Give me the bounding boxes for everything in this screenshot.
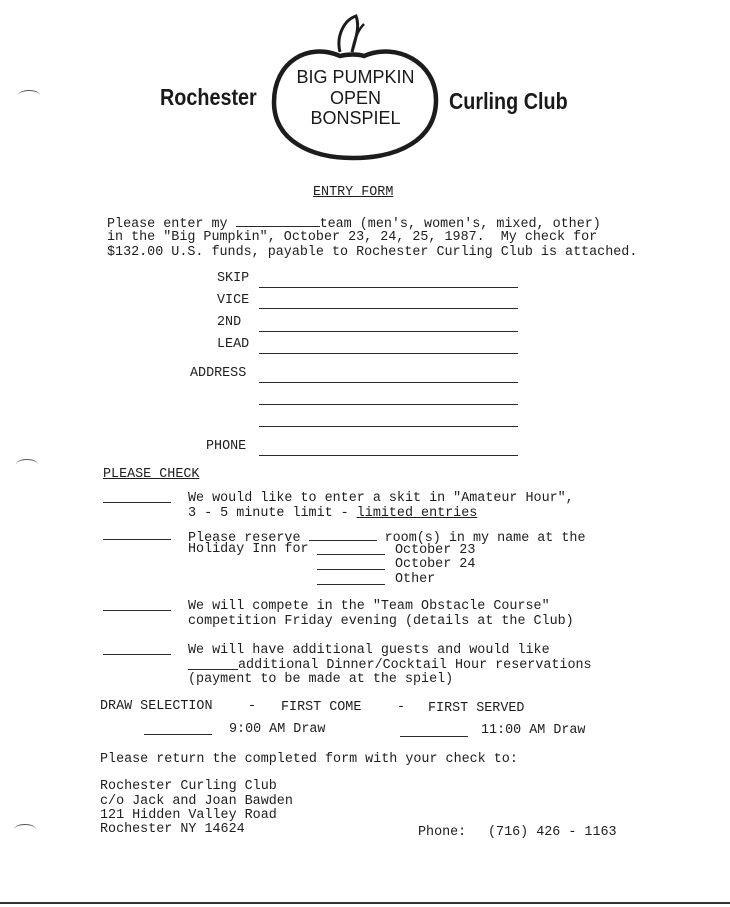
hotel-choice-oct-24: October 24 [395,557,476,572]
club-address-line-1: Rochester Curling Club [100,779,277,794]
form-title: ENTRY FORM [313,185,394,200]
draw-dash-1: - [248,699,257,714]
guests-line-1: We will have additional guests and would like [188,643,550,658]
other-date-blank[interactable] [317,584,385,585]
vice-label: VICE [217,293,250,308]
logo-line-1: BIG PUMPKIN [296,67,415,87]
draw-selection-label: DRAW SELECTION [100,699,213,714]
lead-input-line[interactable] [259,353,518,354]
address-label: ADDRESS [190,366,247,381]
hotel-checkbox-line[interactable] [103,539,171,540]
header-rochester: Rochester [160,84,257,110]
hotel-reserve-text: Please reserve [188,531,309,546]
club-address-line-4: Rochester NY 14624 [100,822,245,837]
guests-line-2: additional Dinner/Cocktail Hour reservations [238,658,592,673]
address-input-line-1[interactable] [259,382,518,383]
team-type-blank[interactable] [236,214,320,227]
phone-input-line[interactable] [259,455,518,456]
draw-dash-2: - [397,700,406,715]
draw-11am-label: 11:00 AM Draw [481,723,586,738]
obstacle-line-2: competition Friday evening (details at the Club) [188,614,574,629]
club-phone-label: Phone: [418,825,467,840]
page-bottom-edge [0,902,730,904]
intro-line-1-end: team (men's, women's, mixed, other) [319,217,601,232]
punch-hole-mark-middle [16,459,38,470]
obstacle-line-1: We will compete in the "Team Obstacle Course" [188,599,550,614]
hotel-line-2: Holiday Inn for [188,542,309,557]
hotel-choice-oct-23: October 23 [395,543,476,558]
club-address-line-2: c/o Jack and Joan Bawden [100,794,293,809]
limited-entries-text: limited entries [356,506,478,521]
guest-count-blank[interactable] [188,669,238,670]
second-input-line[interactable] [259,331,518,332]
skit-line-2 [188,506,477,521]
october-23-blank[interactable] [317,554,385,555]
room-count-blank[interactable] [309,528,377,541]
second-label: 2ND [217,315,242,330]
vice-input-line[interactable] [259,308,518,309]
skip-input-line[interactable] [259,287,518,288]
intro-line-2: in the "Big Pumpkin", October 23, 24, 25, 1987. My check for [107,230,598,245]
skit-limit-text: 3 - 5 minute limit - [188,506,357,521]
draw-9am-checkbox-line[interactable] [144,734,212,735]
please-check-heading: PLEASE CHECK [103,467,200,482]
pumpkin-logo [268,12,443,162]
lead-label: LEAD [217,337,250,352]
first-served-label: FIRST SERVED [428,701,525,716]
logo-line-2: OPEN [329,88,381,108]
club-address-line-3: 121 Hidden Valley Road [100,808,277,823]
skit-checkbox-line[interactable] [103,502,171,503]
guests-line-3: (payment to be made at the spiel) [188,672,454,687]
hotel-choice-other: Other [395,572,436,587]
first-come-label: FIRST COME [281,700,362,715]
october-24-blank[interactable] [317,569,385,570]
return-instructions: Please return the completed form with your check to: [100,752,518,767]
draw-9am-label: 9:00 AM Draw [229,722,326,737]
intro-line-1-start: Please enter my [107,217,236,232]
address-input-line-2[interactable] [259,404,518,405]
club-phone-number: (716) 426 - 1163 [488,825,617,840]
hotel-rooms-text: room(s) in my name at the [376,531,586,546]
intro-line-3: $132.00 U.S. funds, payable to Rochester Curling Club is attached. [107,245,638,260]
punch-hole-mark-top [18,90,40,101]
obstacle-checkbox-line[interactable] [103,610,171,611]
header-curling-club: Curling Club [449,88,568,114]
draw-11am-checkbox-line[interactable] [400,736,468,737]
logo-line-3: BONSPIEL [310,108,401,128]
address-input-line-3[interactable] [259,426,518,427]
guests-checkbox-line[interactable] [103,654,171,655]
skip-label: SKIP [217,271,250,286]
skit-line-1: We would like to enter a skit in "Amateur Hour", [188,491,574,506]
punch-hole-mark-bottom [14,824,36,835]
phone-label: PHONE [206,439,247,454]
